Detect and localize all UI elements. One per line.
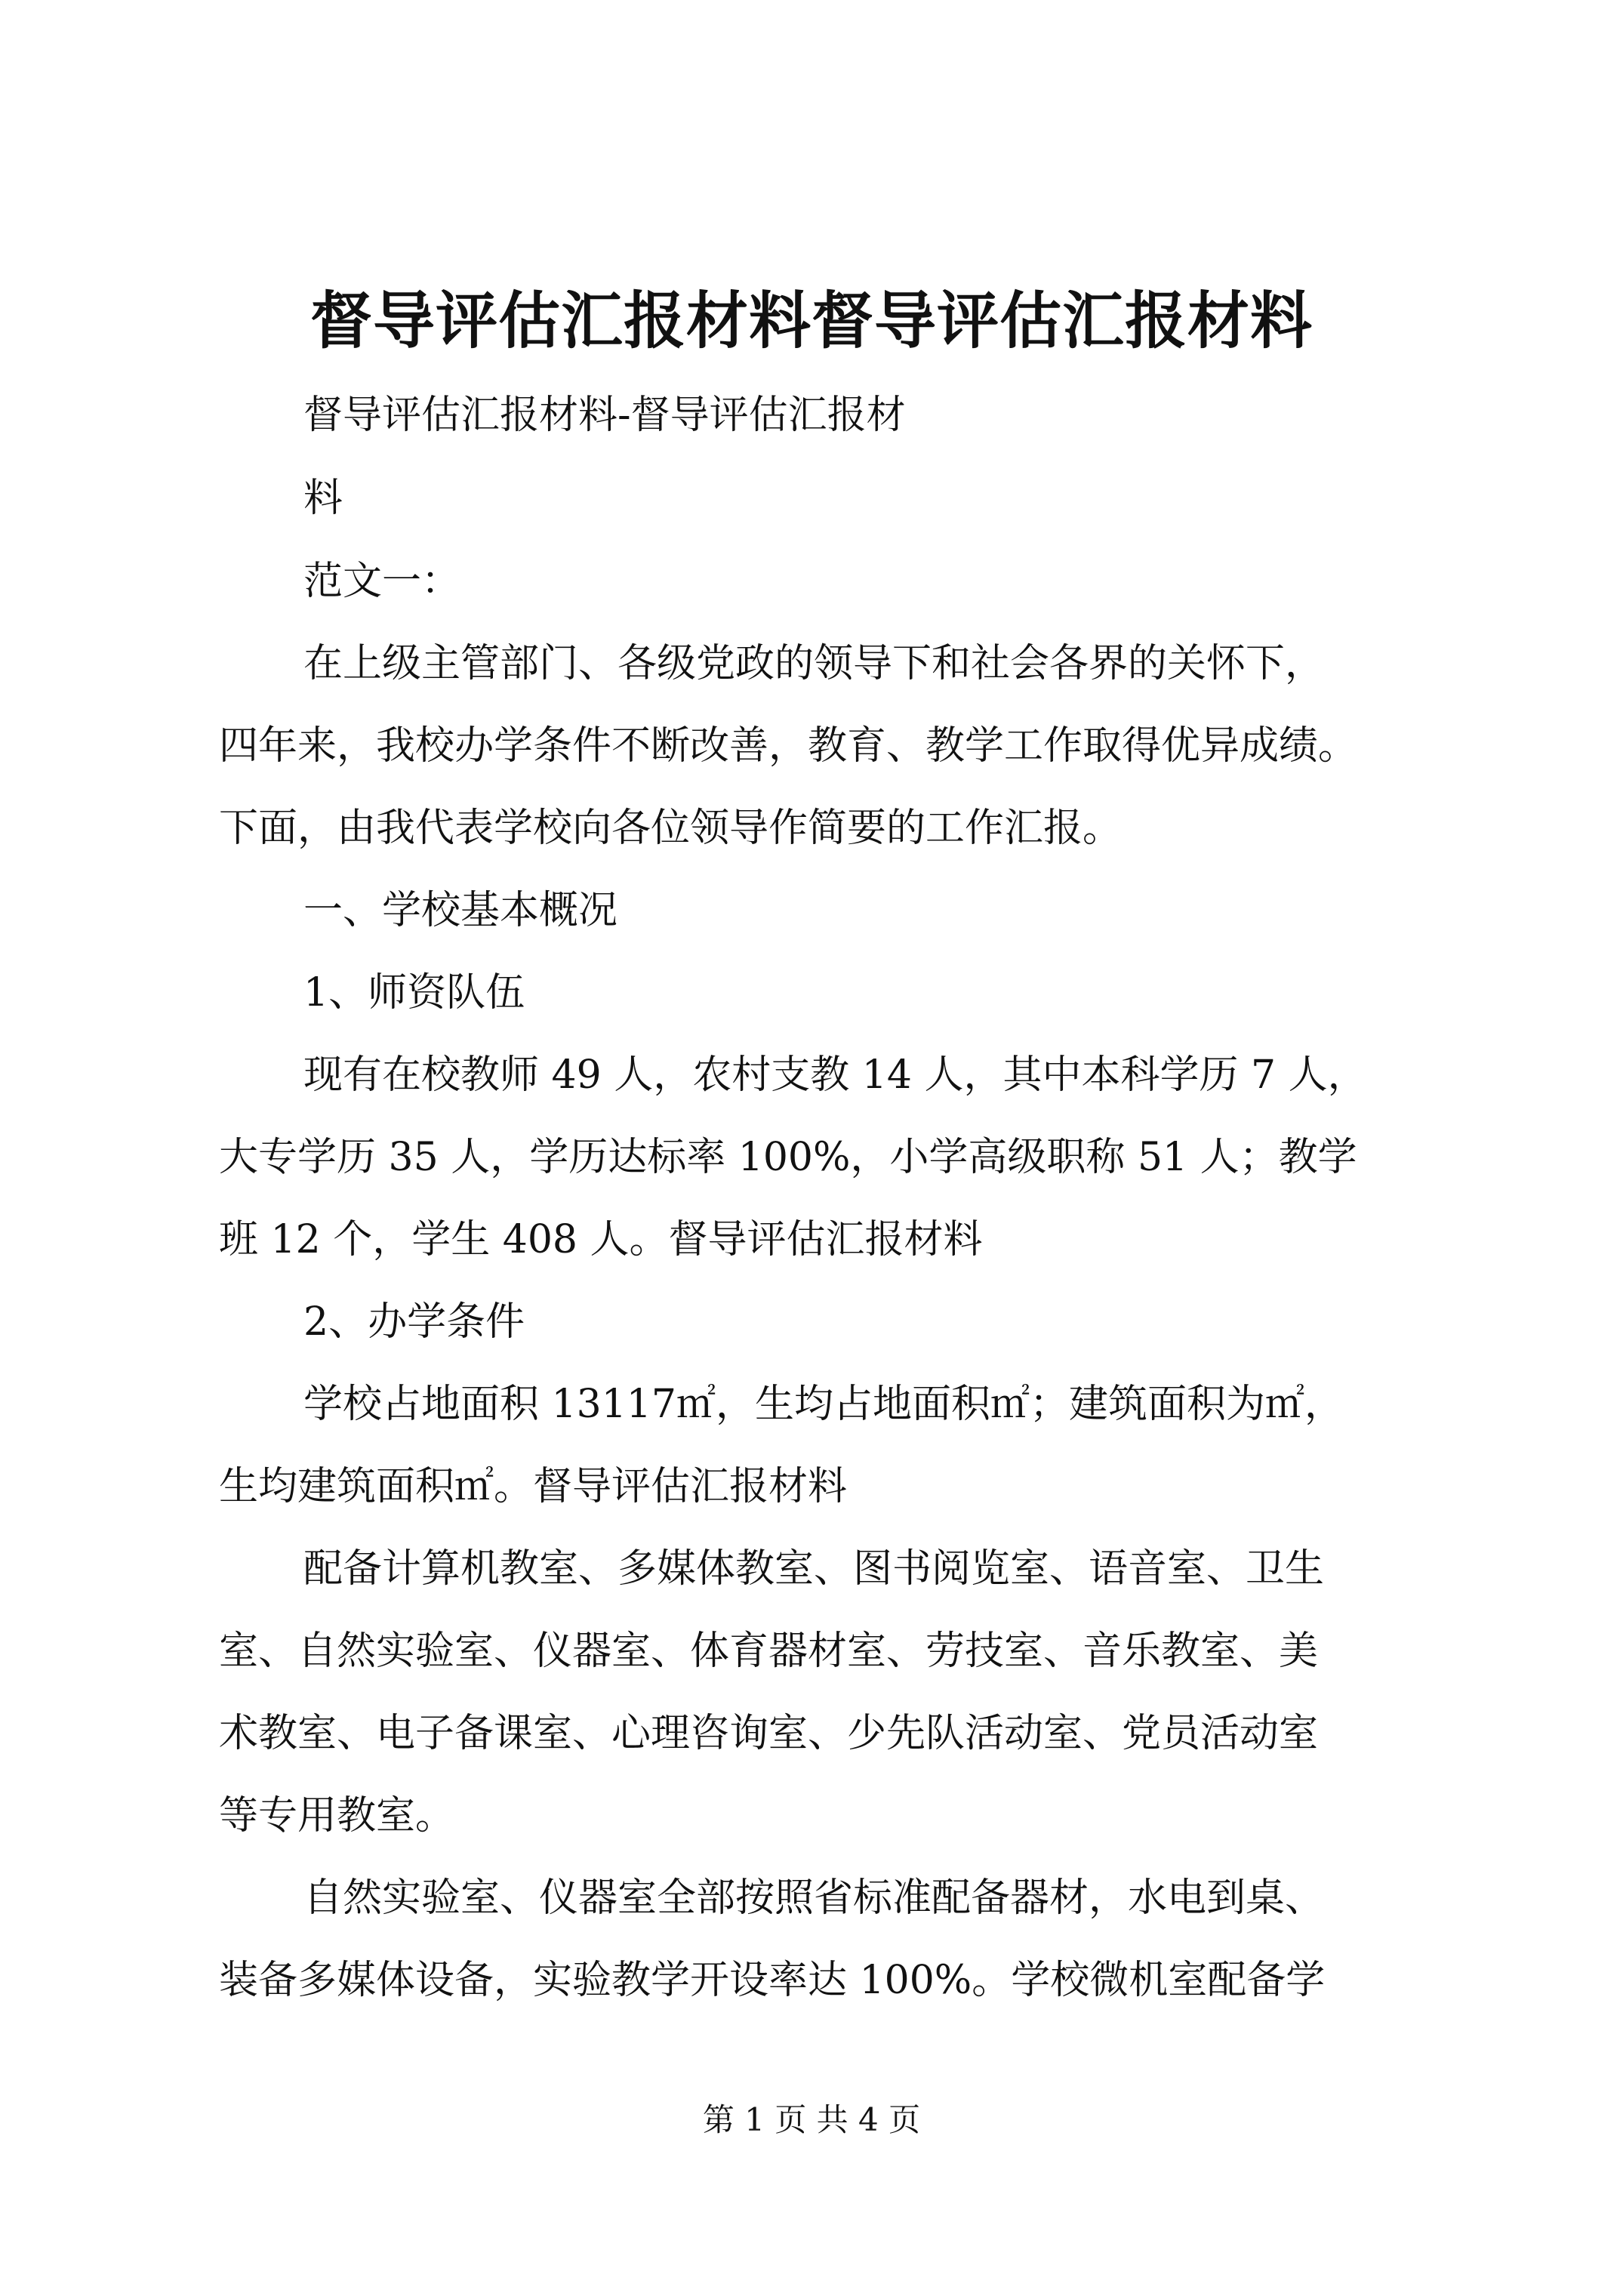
body-line-7: 一、学校基本概况	[303, 888, 618, 933]
document-title: 督导评估汇报材料督导评估汇报材料	[310, 285, 1313, 357]
body-line-8: 1、师资队伍	[303, 970, 525, 1015]
body-line-12: 2、办学条件	[303, 1299, 525, 1345]
body-line-3: 范文一：	[303, 559, 461, 604]
body-line-17: 术教室、电子备课室、心理咨询室、少先队活动室、党员活动室	[219, 1711, 1319, 1756]
body-line-10: 大专学历 35 人，学历达标率 100%，小学高级职称 51 人；教学	[219, 1135, 1357, 1180]
body-line-2: 料	[303, 476, 343, 521]
body-line-14: 生均建筑面积㎡。督导评估汇报材料	[219, 1464, 848, 1509]
body-line-20: 装备多媒体设备，实验教学开设率达 100%。学校微机室配备学	[219, 1958, 1326, 2003]
body-line-9: 现有在校教师 49 人，农村支教 14 人，其中本科学历 7 人，	[303, 1052, 1367, 1098]
body-line-13: 学校占地面积 13117㎡，生均占地面积㎡；建筑面积为㎡，	[303, 1382, 1344, 1427]
body-line-11: 班 12 个，学生 408 人。督导评估汇报材料	[219, 1217, 983, 1262]
body-line-1: 督导评估汇报材料-督导评估汇报材	[303, 393, 906, 438]
page-number-footer: 第 1 页 共 4 页	[702, 2101, 921, 2138]
body-line-15: 配备计算机教室、多媒体教室、图书阅览室、语音室、卫生	[303, 1546, 1325, 1592]
body-line-5: 四年来，我校办学条件不断改善，教育、教学工作取得优异成绩。	[219, 723, 1358, 769]
body-line-6: 下面，由我代表学校向各位领导作简要的工作汇报。	[219, 806, 1123, 851]
body-line-4: 在上级主管部门、各级党政的领导下和社会各界的关怀下，	[303, 641, 1325, 686]
body-line-19: 自然实验室、仪器室全部按照省标准配备器材，水电到桌、	[303, 1875, 1325, 1921]
body-line-16: 室、自然实验室、仪器室、体育器材室、劳技室、音乐教室、美	[219, 1629, 1319, 1674]
body-line-18: 等专用教室。	[219, 1793, 455, 1838]
